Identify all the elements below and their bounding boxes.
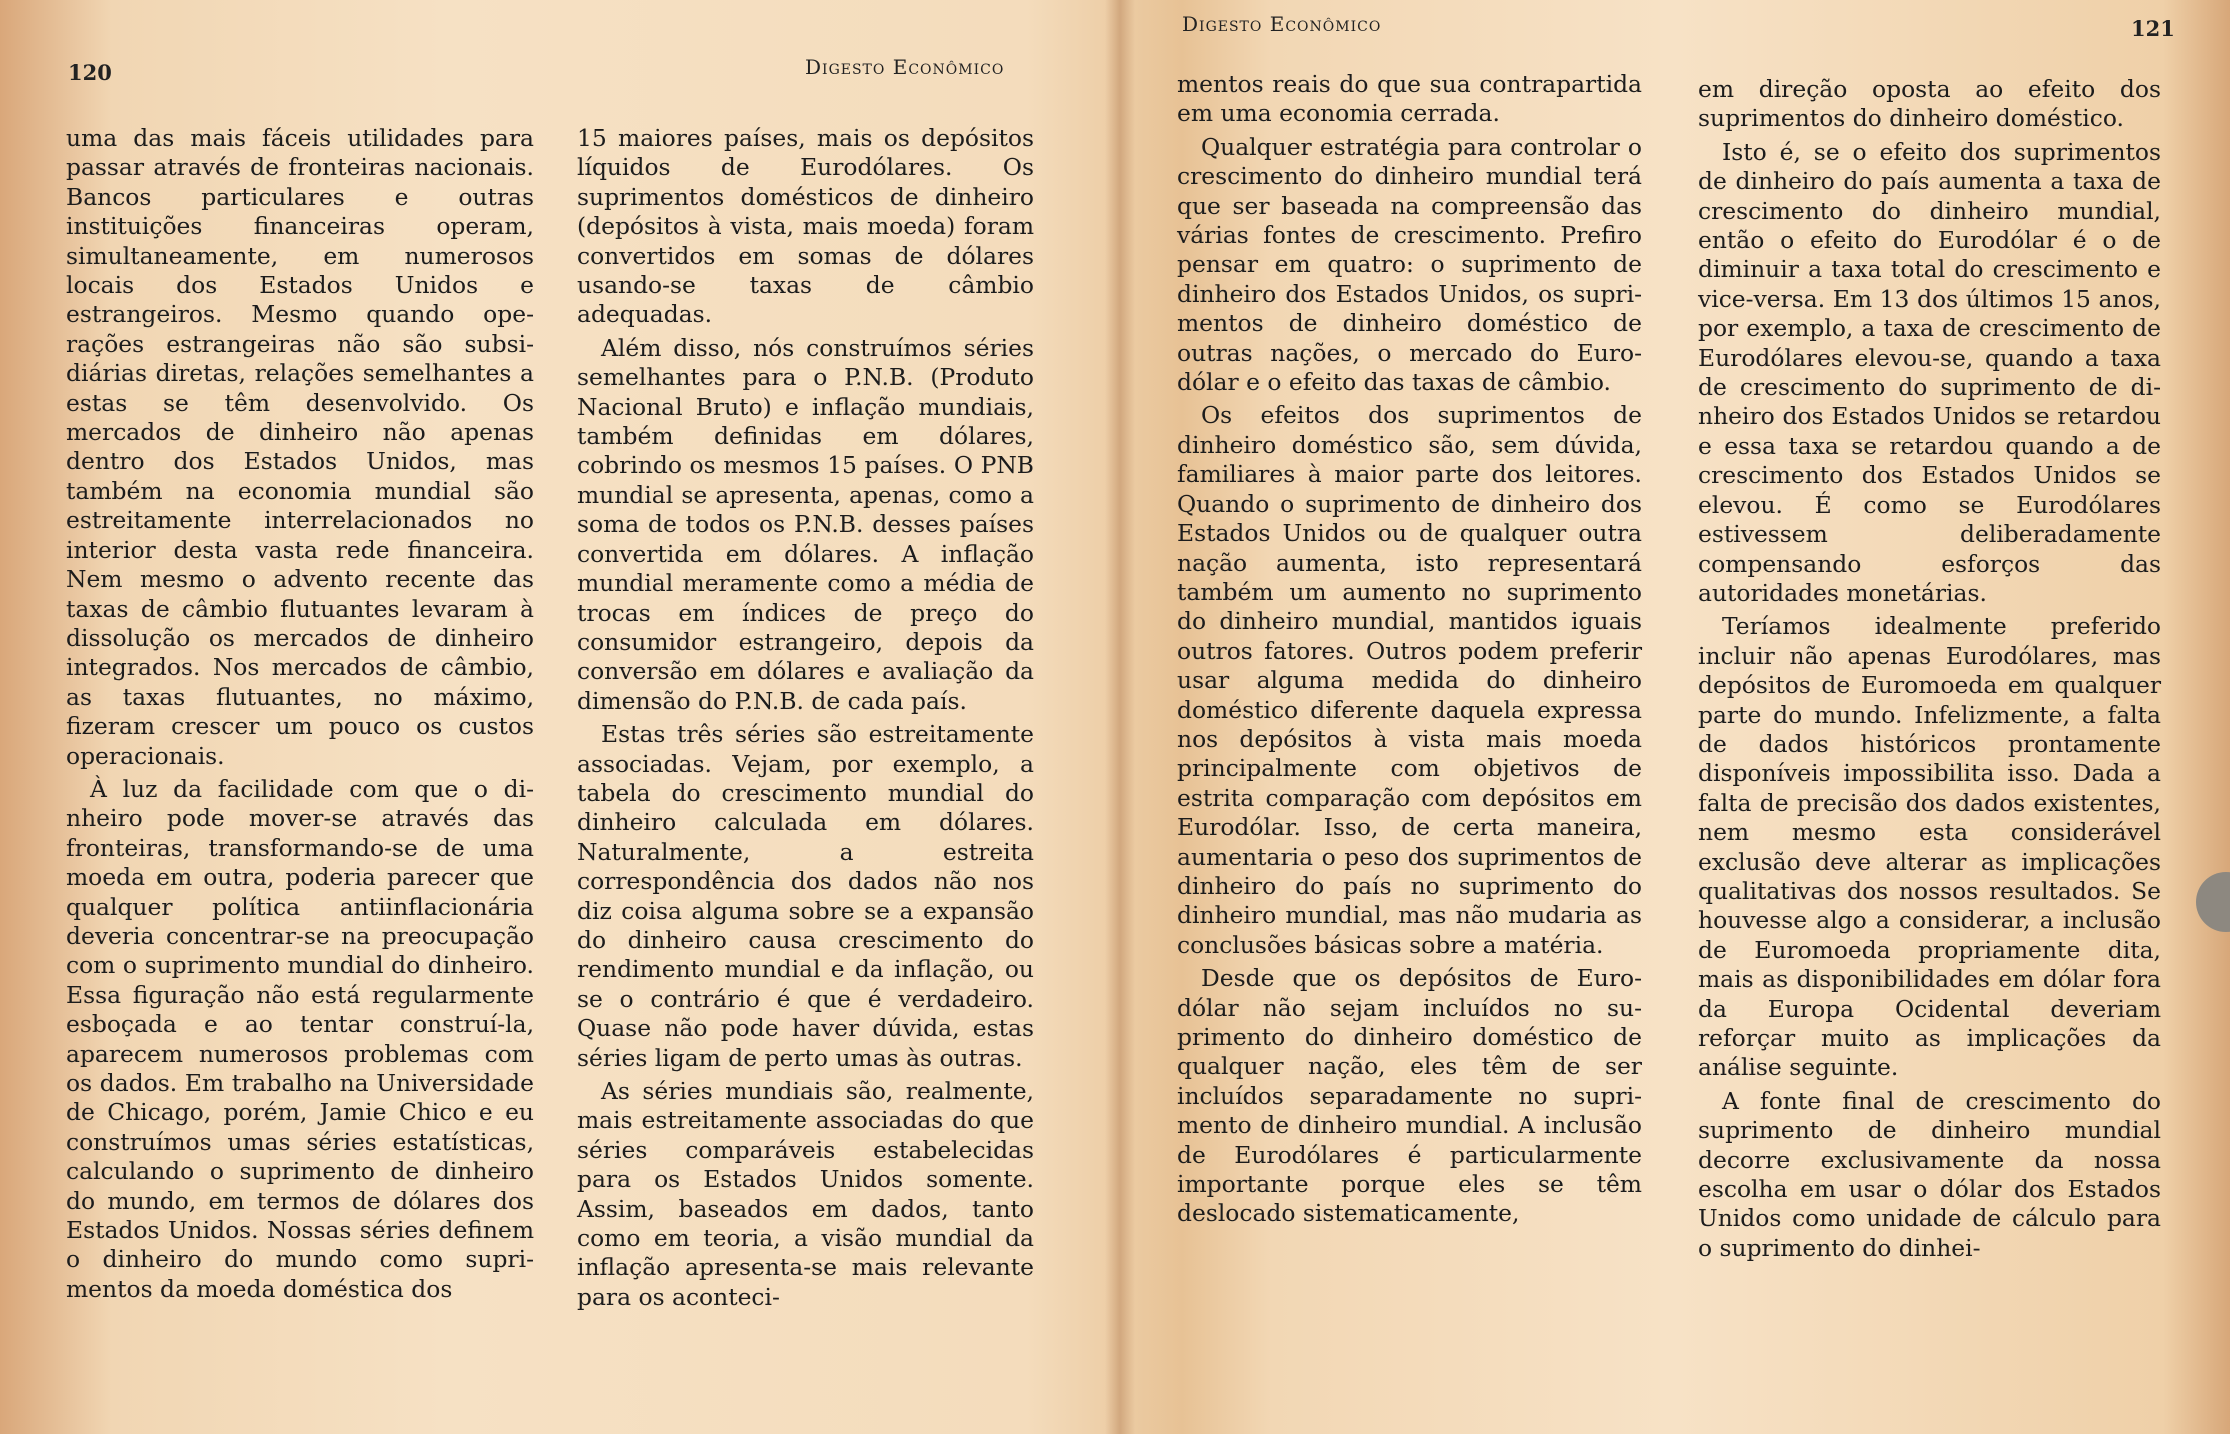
paragraph: Teríamos idealmente preferido incluir não apenas Eurodólares, mas depósitos de Euromoeda em qualquer parte do mundo. Infelizmente, a falta de dados históricos prontamente disponíveis impossibilita isso. Dada a falta de precisão dos dados existentes, nem mesmo esta considerável exclusão deve alterar as implicações qualitativas dos nossos resultados. Se houvesse algo a considerar, a inclusão de Euromoeda propriamente dita, mais as disponibilidades em dólar fora da Europa Ocidental deveriam reforçar muito as implicações da análise seguinte. [1698, 612, 2161, 1082]
right-page [1115, 0, 2230, 1434]
right-column-1 [1177, 70, 1642, 1229]
paragraph: em direção oposta ao efeito dos suprimentos do dinheiro doméstico. [1698, 75, 2161, 133]
paragraph: 15 maiores países, mais os depósitos líquidos de Eurodólares. Os suprimentos domésticos de dinheiro (depósitos à vista, mais moeda) foram convertidos em somas de dólares usando-se taxas de câmbio adequadas. [577, 124, 1034, 329]
left-column-1 [66, 124, 534, 1304]
page-number-left: 120 [68, 60, 112, 85]
page-number-right: 121 [2131, 16, 2175, 41]
paragraph: Além disso, nós construímos séries semelhantes para o P.N.B. (Produto Nacional Bruto) e inflação mundiais, também definidas em dólares, cobrindo os mesmos 15 países. O PNB mundial se apresenta, apenas, como a soma de todos os P.N.B. desses países convertida em dólares. A inflação mundial meramente como a média de trocas em índices de preço do consumidor estrangeiro, depois da conversão em dólares e avaliação da dimensão do P.N.B. de cada país. [577, 333, 1034, 715]
paragraph: Os efeitos dos suprimentos de dinheiro doméstico são, sem dúvida, familiares à maior parte dos leitores. Quando o suprimento de dinheiro dos Estados Unidos ou de qualquer outra nação aumenta, isto representará também um aumento no suprimento do dinheiro mundial, mantidos iguais outros fatores. Outros podem preferir usar alguma medida do dinheiro doméstico diferente daquela expressa nos depósitos à vista mais moeda principalmente com objetivos de estrita comparação com depósitos em Eurodólar. Isso, de certa maneira, aumentaria o peso dos suprimentos de dinheiro do país no suprimento do dinheiro mundial, mas não mudaria as conclusões básicas sobre a matéria. [1177, 401, 1642, 959]
paragraph: mentos reais do que sua contrapartida em uma economia cerrada. [1177, 70, 1642, 128]
paragraph: Qualquer estratégia para controlar o crescimento do dinheiro mundial terá que ser baseada na compreensão das várias fontes de crescimento. Prefiro pensar em quatro: o suprimento de dinheiro dos Estados Unidos, os suprimentos de dinheiro doméstico de outras nações, o mercado do Eurodólar e o efeito das taxas de câmbio. [1177, 132, 1642, 397]
left-column-2 [577, 124, 1034, 1312]
paragraph: As séries mundiais são, realmente, mais estreitamente associadas do que séries comparáveis estabelecidas para os Estados Unidos somente. Assim, baseados em dados, tanto como em teoria, a visão mundial da inflação apresenta-se mais relevante para os aconteci- [577, 1077, 1034, 1311]
paragraph: A fonte final de crescimento do suprimento de dinheiro mundial decorre exclusivamente da nossa escolha em usar o dólar dos Estados Unidos como unidade de cálculo para o suprimento do dinhei- [1698, 1086, 2161, 1262]
paragraph: uma das mais fáceis utilidades para passar através de fronteiras nacionais. Bancos particulares e outras instituições financeiras operam, simultaneamente, em numerosos locais dos Estados Unidos e estrangeiros. Mesmo quando operações estrangeiras não são subsidiárias diretas, relações semelhantes a estas se têm desenvolvido. Os mercados de dinheiro não apenas dentro dos Estados Unidos, mas também na economia mundial são estreitamente interrelacionados no interior desta vasta rede financeira. Nem mesmo o advento recente das taxas de câmbio flutuantes levaram à dissolução os mercados de dinheiro integrados. Nos mercados de câmbio, as taxas flutuantes, no máximo, fizeram crescer um pouco os custos operacionais. [66, 124, 534, 770]
paragraph: Desde que os depósitos de Eurodólar não sejam incluídos no suprimento do dinheiro doméstico de qualquer nação, eles têm de ser incluídos separadamente no suprimento de dinheiro mundial. A inclusão de Eurodólares é particularmente importante porque eles se têm deslocado sistematicamente, [1177, 964, 1642, 1228]
right-column-2 [1698, 75, 2161, 1263]
running-header-right: Digesto Econômico [1182, 12, 1382, 36]
paragraph: Estas três séries são estreitamente associadas. Vejam, por exemplo, a tabela do crescimento mundial do dinheiro calculada em dólares. Naturalmente, a estreita correspondência dos dados não nos diz coisa alguma sobre se a expansão do dinheiro causa crescimento do rendimento mundial e da inflação, ou se o contrário é que é verdadeiro. Quase não pode haver dúvida, estas séries ligam de perto umas às outras. [577, 720, 1034, 1072]
paragraph: Isto é, se o efeito dos suprimentos de dinheiro do país aumenta a taxa de crescimento do dinheiro mundial, então o efeito do Eurodólar é o de diminuir a taxa total do crescimento e vice-versa. Em 13 dos últimos 15 anos, por exemplo, a taxa de crescimento de Eurodólares elevou-se, quando a taxa de crescimento do suprimento de dinheiro dos Estados Unidos se retardou e essa taxa se retardou quando a de crescimento dos Estados Unidos se elevou. É como se Eurodólares estivessem deliberadamente compensando esforços das autoridades monetárias. [1698, 137, 2161, 607]
paragraph: À luz da facilidade com que o dinheiro pode mover-se através das fronteiras, transformando-se de uma moeda em outra, poderia parecer que qualquer política antiinflacionária deveria concentrar-se na preocupação com o suprimento mundial do dinheiro. Essa figuração não está regularmente esboçada e ao tentar construí-la, aparecem numerosos problemas com os dados. Em trabalho na Universidade de Chicago, porém, Jamie Chico e eu construímos umas séries estatísticas, calculando o suprimento de dinheiro do mundo, em termos de dólares dos Estados Unidos. Nossas séries definem o dinheiro do mundo como suprimentos da moeda doméstica dos [66, 774, 534, 1303]
running-header-left: Digesto Econômico [805, 55, 1005, 79]
